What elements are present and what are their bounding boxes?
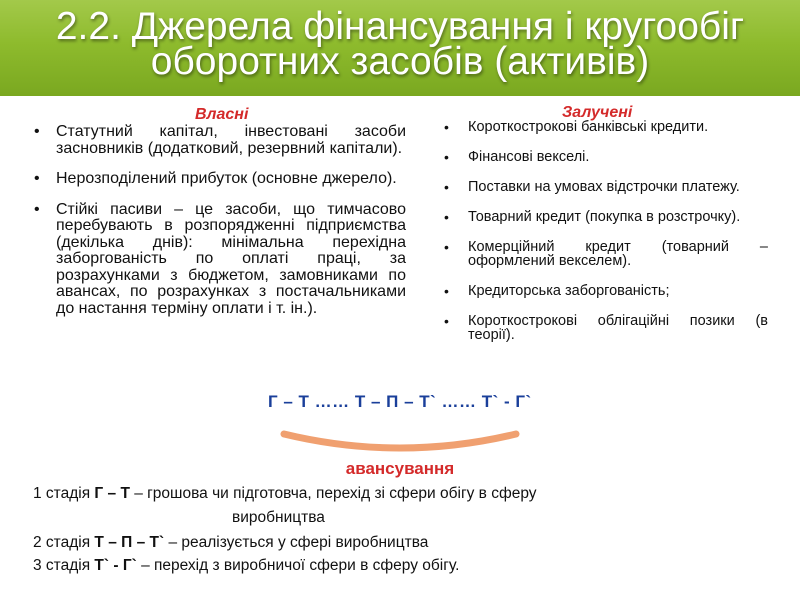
slide-title-line1: 2.2. Джерела фінансування і кругообіг: [55, 5, 745, 48]
borrowed-sources-heading: Залучені: [562, 104, 633, 121]
stage-3-formula: Т` - Г`: [94, 557, 137, 574]
advance-arc: [280, 418, 520, 458]
stage-2-line: [33, 534, 428, 552]
stage-2-formula: Т – П – Т`: [94, 534, 165, 551]
own-sources-heading: Власні: [195, 106, 249, 123]
stage-1-text: – грошова чи підготовча, перехід зі сфери обігу в сферу: [129, 485, 537, 502]
advance-label: авансування: [345, 459, 455, 478]
stage-3-text: – перехід з виробничої сфери в сферу обігу.: [136, 557, 460, 574]
list-item: • Фінансові векселі.: [468, 150, 768, 164]
slide-title-line2: оборотних засобів (активів): [150, 40, 650, 83]
list-item: • Нерозподілений прибуток (основне джерело).: [56, 171, 406, 188]
list-item: • Кредиторська заборгованість;: [468, 284, 768, 298]
title-banner: [0, 0, 800, 96]
stage-1-prefix: 1 стадія: [33, 485, 95, 502]
list-item: • Короткострокові банківські кредити.: [468, 120, 768, 134]
list-item: • Товарний кредит (покупка в розстрочку).: [468, 210, 768, 224]
list-item: • Комерційний кредит (товарний – оформлений векселем).: [468, 240, 768, 268]
stage-2-prefix: 2 стадія: [33, 534, 95, 551]
list-item: • Короткострокові облігаційні позики (в теорії).: [468, 314, 768, 342]
stage-2-text: – реалізується у сфері виробництва: [164, 534, 429, 551]
list-item: • Статутний капітал, інвестовані засоби засновників (додатковий, резервний капітали).: [56, 124, 406, 157]
borrowed-sources-list: [468, 120, 768, 358]
stage-1-formula: Г – Т: [94, 485, 130, 502]
stage-3-prefix: 3 стадія: [33, 557, 95, 574]
stage-3-line: [33, 557, 459, 575]
stage-1-continuation: виробництва: [232, 509, 325, 526]
circulation-formula: Г – Т …… Т – П – Т` …… Т` - Г`: [268, 392, 532, 411]
own-sources-list: [56, 124, 406, 331]
list-item: • Стійкі пасиви – це засоби, що тимчасово перебувають в розпорядженні підприємства (декілька днів): мінімальна перехідна заборгованість по оплаті праці, за розрахунками з бюджетом, замовниками по авансах, по розрахунках з постачальниками до настання терміну оплати і т. ін.).: [56, 202, 406, 318]
list-item: • Поставки на умовах відстрочки платежу.: [468, 180, 768, 194]
stage-1-line: [33, 485, 537, 503]
